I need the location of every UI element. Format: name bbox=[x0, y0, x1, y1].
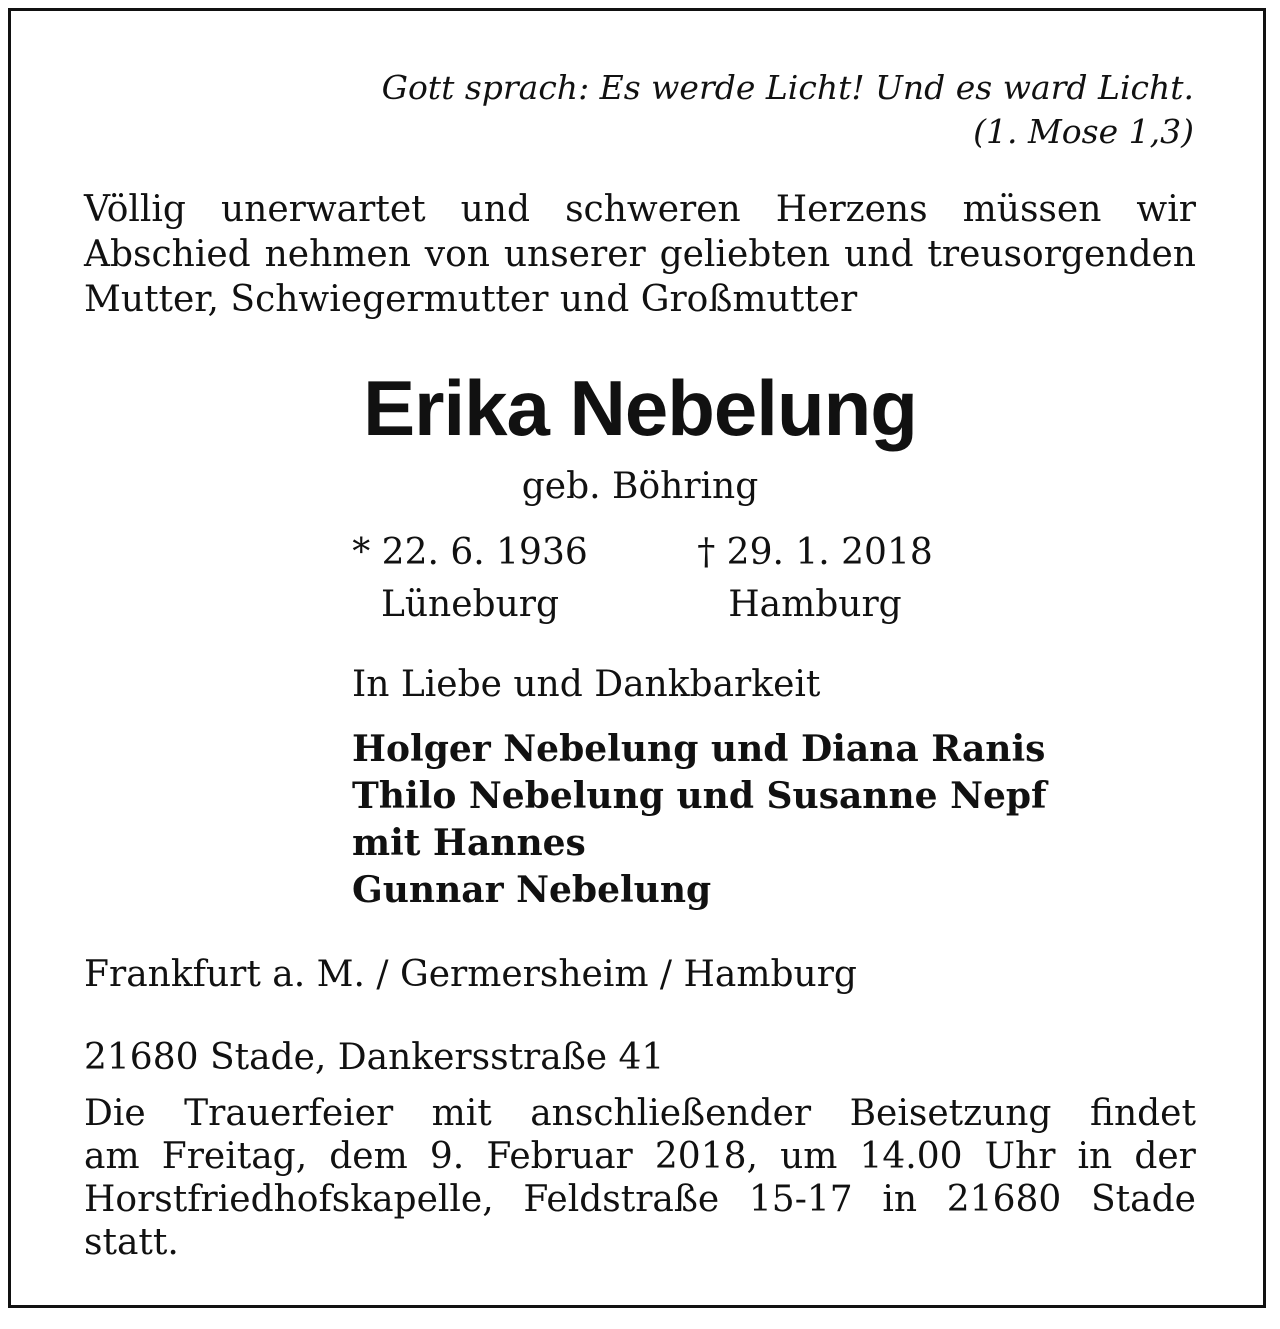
word: wir bbox=[1136, 189, 1196, 230]
birth-info bbox=[340, 527, 600, 631]
word: in bbox=[1077, 1136, 1113, 1177]
word: müssen bbox=[962, 189, 1102, 230]
bible-quote bbox=[94, 66, 1194, 154]
word: um bbox=[780, 1136, 838, 1177]
word: anschließender bbox=[530, 1093, 812, 1134]
quote-text: Gott sprach: Es werde Licht! Und es ward Licht. bbox=[381, 68, 1194, 107]
word: Beisetzung bbox=[849, 1093, 1052, 1134]
word: Uhr bbox=[984, 1136, 1056, 1177]
word: dem bbox=[329, 1136, 408, 1177]
word: Abschied bbox=[84, 234, 251, 275]
word: in bbox=[882, 1179, 918, 1220]
mourner-line: mit Hannes bbox=[352, 822, 586, 864]
word: treusorgenden bbox=[927, 234, 1196, 275]
intro-line bbox=[84, 187, 1196, 232]
word: mit bbox=[431, 1093, 492, 1134]
word: schweren bbox=[565, 189, 741, 230]
funeral-line bbox=[84, 1092, 1196, 1135]
word: 2018, bbox=[654, 1136, 758, 1177]
intro-last-line: Mutter, Schwiegermutter und Großmutter bbox=[84, 279, 858, 320]
word: findet bbox=[1089, 1093, 1196, 1134]
funeral-last-line: statt. bbox=[84, 1222, 179, 1263]
mourners-list bbox=[352, 726, 1047, 914]
funeral-paragraph bbox=[84, 1092, 1196, 1264]
word: Die bbox=[84, 1093, 146, 1134]
word: und bbox=[460, 189, 531, 230]
birth-place: Lüneburg bbox=[380, 584, 560, 625]
word: 14.00 bbox=[859, 1136, 963, 1177]
word: am bbox=[84, 1136, 140, 1177]
word: 9. bbox=[429, 1136, 465, 1177]
death-place: Hamburg bbox=[728, 584, 902, 625]
quote-reference: (1. Mose 1,3) bbox=[973, 112, 1194, 151]
mourner-cities: Frankfurt a. M. / Germersheim / Hamburg bbox=[84, 954, 857, 995]
word: Völlig bbox=[84, 189, 186, 230]
mourner-line: Gunnar Nebelung bbox=[352, 869, 712, 911]
funeral-line bbox=[84, 1178, 1196, 1221]
death-info bbox=[690, 527, 940, 631]
word: Februar bbox=[486, 1136, 633, 1177]
word: Freitag, bbox=[161, 1136, 308, 1177]
mourner-line: Holger Nebelung und Diana Ranis bbox=[352, 728, 1046, 770]
word: und bbox=[844, 234, 914, 275]
birth-date: * 22. 6. 1936 bbox=[352, 532, 588, 573]
deceased-name: Erika Nebelung bbox=[363, 364, 917, 452]
word: von bbox=[424, 234, 490, 275]
word: unerwartet bbox=[220, 189, 426, 230]
word: Horstfriedhofskapelle, bbox=[84, 1179, 494, 1220]
funeral-line bbox=[84, 1135, 1196, 1178]
word: 15-17 bbox=[748, 1179, 853, 1220]
word: Trauerfeier bbox=[184, 1093, 394, 1134]
word: der bbox=[1134, 1136, 1196, 1177]
word: Herzens bbox=[775, 189, 928, 230]
word: 21680 bbox=[946, 1179, 1062, 1220]
word: geliebten bbox=[659, 234, 831, 275]
closing-phrase: In Liebe und Dankbarkeit bbox=[352, 664, 821, 705]
word: Stade bbox=[1090, 1179, 1196, 1220]
word: nehmen bbox=[264, 234, 411, 275]
mourner-line: Thilo Nebelung und Susanne Nepf bbox=[352, 775, 1047, 817]
word: Feldstraße bbox=[523, 1179, 720, 1220]
maiden-name: geb. Böhring bbox=[521, 466, 759, 507]
contact-address: 21680 Stade, Dankersstraße 41 bbox=[84, 1037, 665, 1078]
death-date: † 29. 1. 2018 bbox=[697, 532, 933, 573]
intro-line bbox=[84, 232, 1196, 277]
intro-paragraph bbox=[84, 187, 1196, 322]
word: unserer bbox=[503, 234, 646, 275]
